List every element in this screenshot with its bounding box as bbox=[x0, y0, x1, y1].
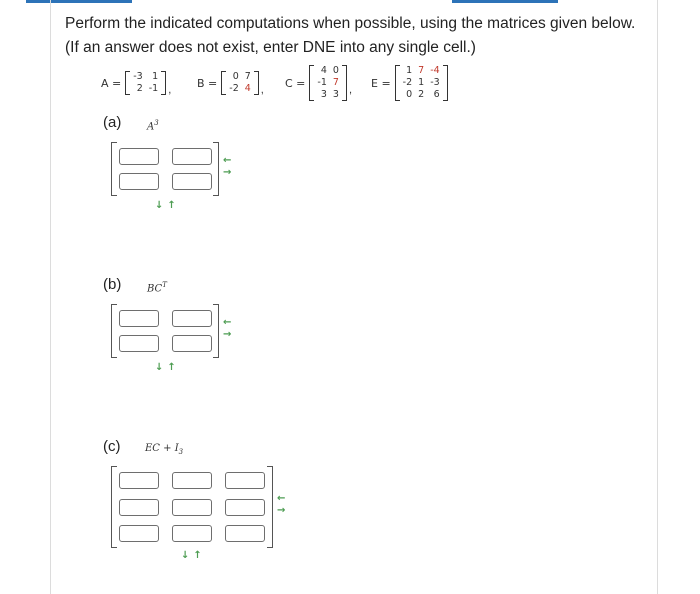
left-bracket bbox=[111, 304, 117, 358]
answer-matrix-b bbox=[111, 304, 219, 358]
matrix-c-cell: 3 bbox=[332, 89, 339, 100]
part-a-expr-sup: 3 bbox=[154, 119, 159, 127]
part-b-expr-sup: T bbox=[162, 281, 167, 289]
matrix-a-cell: -1 bbox=[148, 83, 159, 94]
given-matrices bbox=[101, 60, 521, 106]
remove-row-icon[interactable]: ↓ bbox=[181, 550, 190, 561]
left-bracket bbox=[111, 466, 117, 548]
right-bracket bbox=[267, 466, 273, 548]
part-c-expr-sub: 3 bbox=[178, 448, 184, 456]
row-controls-c bbox=[181, 552, 202, 560]
matrix-e-group bbox=[371, 60, 448, 106]
matrix-c-cell: -1 bbox=[317, 77, 327, 88]
matrix-b-group bbox=[197, 60, 264, 106]
matrix-e-name: E = bbox=[371, 76, 391, 90]
matrix-e-cell: 7 bbox=[418, 65, 425, 76]
remove-row-icon[interactable]: ↓ bbox=[155, 362, 164, 373]
answer-cell-c-r2c3[interactable] bbox=[225, 499, 265, 516]
separator: , bbox=[260, 84, 264, 96]
matrix-c-group bbox=[285, 60, 352, 106]
question-prompt: Perform the indicated computations when possible, using the matrices given below. (If an answer does not exist, enter DNE into any single cell.) bbox=[65, 15, 636, 56]
answer-cell-a-r1c1[interactable] bbox=[119, 148, 159, 165]
question-panel bbox=[50, 0, 658, 594]
matrix-b-name: B = bbox=[197, 76, 218, 90]
answer-cell-a-r1c2[interactable] bbox=[172, 148, 212, 165]
matrix-e-cell: 1 bbox=[418, 77, 425, 88]
answer-cell-c-r2c2[interactable] bbox=[172, 499, 212, 516]
answer-matrix-c bbox=[111, 466, 273, 548]
remove-column-icon[interactable]: ← bbox=[277, 493, 286, 504]
matrix-c-cell: 7 bbox=[332, 77, 339, 88]
matrix-a-cell: 2 bbox=[136, 83, 143, 94]
answer-cell-b-r1c2[interactable] bbox=[172, 310, 212, 327]
remove-column-icon[interactable]: ← bbox=[223, 155, 232, 166]
matrix-e bbox=[395, 65, 448, 101]
answer-cell-c-r3c2[interactable] bbox=[172, 525, 212, 542]
matrix-a-group bbox=[101, 60, 171, 106]
column-controls-c bbox=[277, 495, 285, 515]
matrix-e-cell: 0 bbox=[406, 89, 413, 100]
matrix-c bbox=[309, 65, 347, 101]
right-bracket bbox=[213, 142, 219, 196]
part-c-expr-base: EC + I bbox=[145, 443, 179, 454]
part-a-expression bbox=[147, 119, 159, 132]
add-row-icon[interactable]: ↑ bbox=[167, 362, 176, 373]
matrix-e-cell: 1 bbox=[406, 65, 413, 76]
separator: , bbox=[168, 84, 172, 96]
answer-cell-a-r2c1[interactable] bbox=[119, 173, 159, 190]
matrix-c-cell: 4 bbox=[320, 65, 327, 76]
answer-cell-a-r2c2[interactable] bbox=[172, 173, 212, 190]
part-b-label: (b) bbox=[103, 276, 122, 293]
remove-column-icon[interactable]: ← bbox=[223, 317, 232, 328]
add-column-icon[interactable]: → bbox=[223, 329, 232, 340]
matrix-c-name: C = bbox=[285, 76, 306, 90]
part-c-expression bbox=[145, 443, 183, 456]
answer-cell-b-r2c1[interactable] bbox=[119, 335, 159, 352]
matrix-e-cell: -2 bbox=[402, 77, 413, 88]
row-controls-b bbox=[155, 364, 176, 372]
part-b-expression bbox=[147, 281, 167, 294]
matrix-b-cell: 0 bbox=[232, 71, 239, 82]
matrix-e-cell: -3 bbox=[430, 77, 440, 88]
answer-cell-c-r1c2[interactable] bbox=[172, 472, 212, 489]
matrix-a-cell: 1 bbox=[152, 71, 159, 82]
answer-cell-c-r3c3[interactable] bbox=[225, 525, 265, 542]
right-bracket bbox=[213, 304, 219, 358]
column-controls-a bbox=[223, 157, 231, 177]
separator: , bbox=[348, 84, 352, 96]
matrix-b-cell: 4 bbox=[244, 83, 251, 94]
matrix-c-cell: 0 bbox=[332, 65, 339, 76]
matrix-b bbox=[221, 71, 259, 95]
answer-cell-c-r2c1[interactable] bbox=[119, 499, 159, 516]
left-bracket bbox=[111, 142, 117, 196]
part-c-label: (c) bbox=[103, 438, 121, 455]
matrix-e-cell: 2 bbox=[418, 89, 425, 100]
remove-row-icon[interactable]: ↓ bbox=[155, 200, 164, 211]
matrix-e-cell: 6 bbox=[433, 89, 440, 100]
row-controls-a bbox=[155, 202, 176, 210]
matrix-b-cell: 7 bbox=[244, 71, 251, 82]
matrix-e-cell: -4 bbox=[430, 65, 440, 76]
answer-cell-b-r1c1[interactable] bbox=[119, 310, 159, 327]
matrix-c-cell: 3 bbox=[320, 89, 327, 100]
answer-cell-c-r1c3[interactable] bbox=[225, 472, 265, 489]
part-a-label: (a) bbox=[103, 114, 122, 131]
add-row-icon[interactable]: ↑ bbox=[167, 200, 176, 211]
add-row-icon[interactable]: ↑ bbox=[193, 550, 202, 561]
matrix-a bbox=[125, 71, 166, 95]
answer-cell-b-r2c2[interactable] bbox=[172, 335, 212, 352]
answer-matrix-a bbox=[111, 142, 219, 196]
matrix-a-cell: -3 bbox=[133, 71, 143, 82]
answer-cell-c-r1c1[interactable] bbox=[119, 472, 159, 489]
add-column-icon[interactable]: → bbox=[277, 505, 286, 516]
add-column-icon[interactable]: → bbox=[223, 167, 232, 178]
part-b-expr-base: BC bbox=[147, 283, 163, 295]
part-a-expr-base: A bbox=[147, 121, 155, 133]
column-controls-b bbox=[223, 319, 231, 339]
matrix-a-name: A = bbox=[101, 76, 122, 90]
answer-cell-c-r3c1[interactable] bbox=[119, 525, 159, 542]
matrix-b-cell: -2 bbox=[229, 83, 239, 94]
